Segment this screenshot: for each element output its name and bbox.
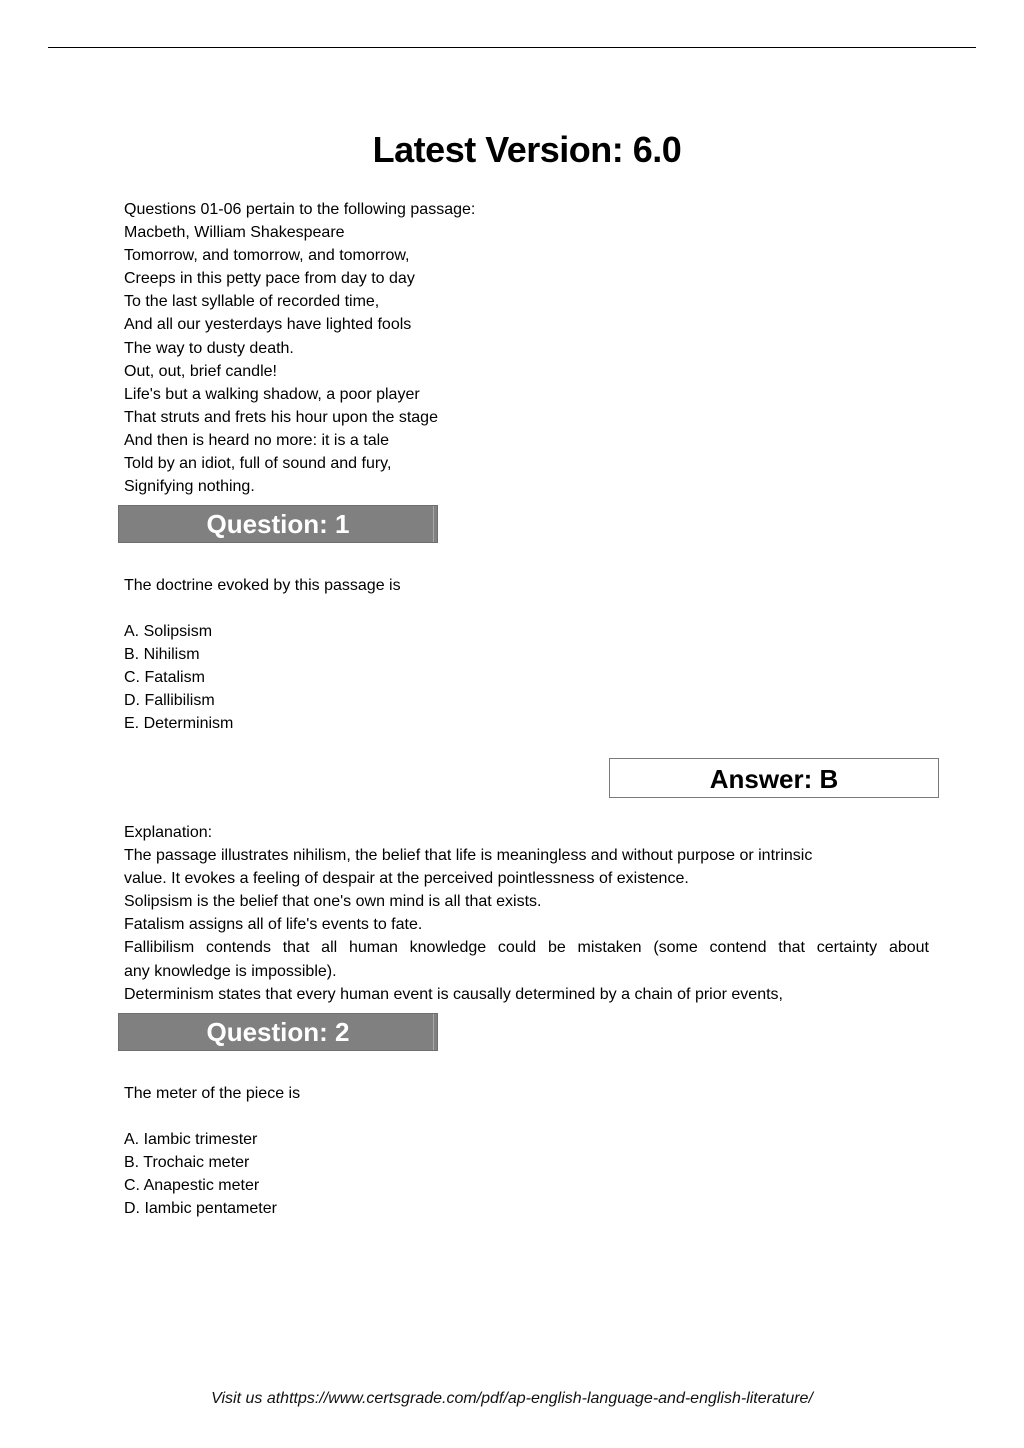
passage-line: Told by an idiot, full of sound and fury,: [124, 455, 392, 473]
passage-line: Macbeth, William Shakespeare: [124, 224, 345, 242]
answer-option: A. Iambic trimester: [124, 1131, 258, 1148]
passage-line: Out, out, brief candle!: [124, 362, 277, 380]
question-1-options: [124, 620, 233, 735]
explanation-line: Fatalism assigns all of life's events to fate.: [124, 916, 423, 934]
passage-line: To the last syllable of recorded time,: [124, 293, 380, 311]
explanation: [124, 821, 929, 1006]
footer-link-text: Visit us athttps://www.certsgrade.com/pdf/ap-english-language-and-english-literature/: [211, 1390, 813, 1407]
answer-option: C. Anapestic meter: [124, 1177, 260, 1195]
explanation-heading: Explanation:: [124, 824, 213, 841]
passage-line: And all our yesterdays have lighted fools: [124, 316, 412, 334]
question-2-options: [124, 1128, 277, 1220]
question-1-banner: Question: 1: [118, 505, 438, 543]
answer-option: B. Nihilism: [124, 646, 200, 664]
answer-box: Answer: B: [609, 758, 939, 798]
passage: [124, 198, 475, 498]
explanation-line: Determinism states that every human event is causally determined by a chain of prior events,: [124, 985, 783, 1003]
passage-line: And then is heard no more: it is a tale: [124, 431, 390, 449]
explanation-line: The passage illustrates nihilism, the belief that life is meaningless and without purpose or intrinsic: [124, 847, 813, 865]
page-title: Latest Version: 6.0: [372, 129, 682, 170]
passage-line: Tomorrow, and tomorrow, and tomorrow,: [124, 247, 410, 265]
explanation-line: any knowledge is impossible).: [124, 962, 337, 980]
answer-option: C. Fatalism: [124, 669, 205, 687]
explanation-line: Fallibilism contends that all human knowledge could be mistaken (some contend that certainty about: [124, 939, 929, 957]
passage-line: That struts and frets his hour upon the stage: [124, 408, 438, 426]
header-rule: [48, 47, 976, 48]
passage-line: The way to dusty death.: [124, 339, 294, 357]
passage-line: Creeps in this petty pace from day to day: [124, 270, 415, 288]
answer-option: A. Solipsism: [124, 623, 213, 640]
answer-option: D. Fallibilism: [124, 692, 215, 710]
answer-option: B. Trochaic meter: [124, 1154, 250, 1172]
explanation-line: Solipsism is the belief that one's own mind is all that exists.: [124, 893, 542, 911]
question-1-text: The doctrine evoked by this passage is: [124, 577, 401, 594]
passage-line: Life's but a walking shadow, a poor player: [124, 385, 420, 403]
explanation-line: value. It evokes a feeling of despair at the perceived pointlessness of existence.: [124, 870, 689, 888]
passage-line: Signifying nothing.: [124, 478, 255, 496]
answer-option: E. Determinism: [124, 715, 234, 733]
question-2-text: The meter of the piece is: [124, 1085, 301, 1102]
passage-line: Questions 01-06 pertain to the following passage:: [124, 201, 476, 218]
answer-option: D. Iambic pentameter: [124, 1200, 277, 1218]
question-2-banner: Question: 2: [118, 1013, 438, 1051]
